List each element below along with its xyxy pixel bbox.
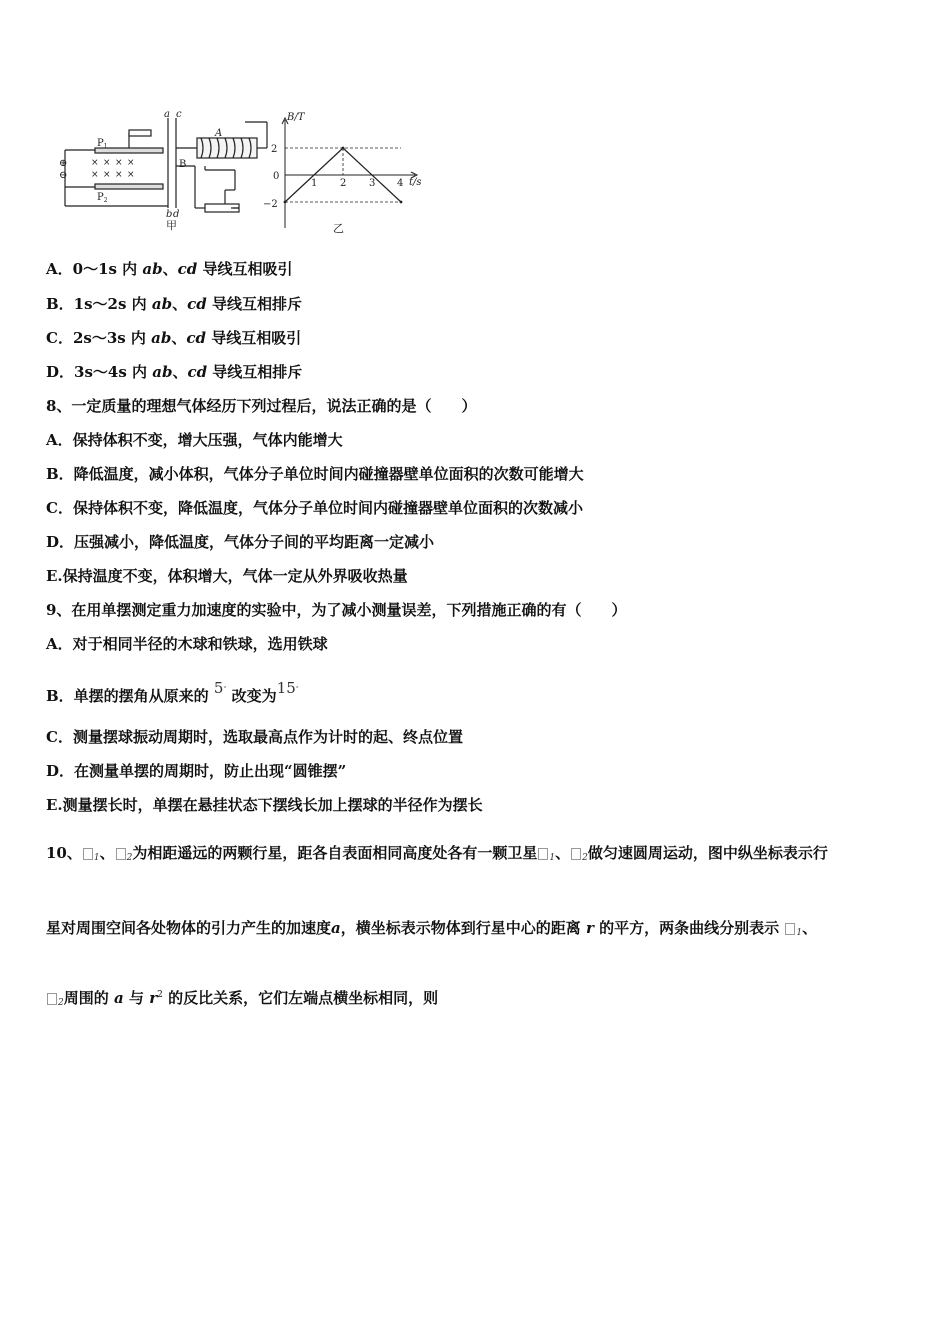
q10-line-2: 星对周围空间各处物体的引力产生的加速度a，横坐标表示物体到行星中心的距离 r 的平方，两条曲线分别表示 $_1$、 [46, 919, 818, 938]
q8-stem: 8、一定质量的理想气体经历下列过程后，说法正确的是（ ） [46, 397, 477, 415]
placeholder-glyph-icon [116, 848, 126, 860]
label-c: c [176, 109, 182, 120]
q8-option-c: C．保持体积不变，降低温度，气体分子单位时间内碰撞器壁单位面积的次数减小 [46, 499, 583, 517]
plate-p2 [95, 184, 163, 189]
label-A: A [215, 128, 223, 139]
tick-y-0: 0 [273, 171, 280, 182]
bt-graph [263, 112, 422, 235]
svg-text:×: × [115, 170, 123, 180]
q7-option-b: B．1s～2s 内 ab、cd 导线互相排斥 [46, 295, 302, 313]
figure [55, 108, 435, 242]
data-point [400, 201, 402, 203]
x-axis-label: t/s [409, 177, 422, 188]
q8-option-b: B．降低温度，减小体积，气体分子单位时间内碰撞器壁单位面积的次数可能增大 [46, 465, 584, 483]
caption-right: 乙 [333, 222, 344, 235]
q7-option-c: C．2s～3s 内 ab、cd 导线互相吸引 [46, 329, 302, 347]
placeholder-glyph-icon [83, 848, 93, 860]
magnetic-field-crosses [91, 158, 135, 180]
q9-option-b: B．单摆的摆角从原来的 5° 改变为15° [46, 679, 299, 705]
ion-symbols [59, 158, 67, 181]
placeholder-glyph-icon [571, 848, 581, 860]
q9-option-e: E.测量摆长时，单摆在悬挂状态下摆线长加上摆球的半径作为摆长 [46, 796, 483, 814]
svg-text:×: × [127, 170, 135, 180]
q7-option-a: A．0～1s 内 ab、cd 导线互相吸引 [46, 260, 293, 278]
svg-text:×: × [91, 170, 99, 180]
tick-y-2: 2 [271, 144, 278, 155]
q8-option-a: A．保持体积不变，增大压强，气体内能增大 [46, 431, 343, 449]
caption-left: 甲 [166, 219, 177, 232]
tick-x-4: 4 [397, 178, 404, 189]
data-point [342, 147, 344, 149]
angle-from: 5 [213, 679, 224, 697]
q8-option-d: D．压强减小，降低温度，气体分子间的平均距离一定减小 [46, 533, 435, 551]
q9-option-c: C．测量摆球振动周期时，选取最高点作为计时的起、终点位置 [46, 728, 463, 746]
data-point [284, 201, 286, 203]
label-b: b [166, 209, 173, 220]
label-a: a [164, 109, 170, 120]
tick-x-3: 3 [369, 178, 376, 189]
tick-y-neg2: −2 [263, 199, 278, 210]
q10-line-3: $_2$周围的 a 与 $r^2$ 的反比关系，它们左端点横坐标相同，则 [46, 985, 438, 1013]
angle-to: 15 [276, 679, 296, 697]
placeholder-glyph-icon [47, 993, 57, 1005]
tick-x-1: 1 [311, 178, 318, 189]
label-P1: $P_1$ [97, 138, 108, 150]
svg-text:×: × [127, 158, 135, 168]
placeholder-glyph-icon [785, 923, 795, 935]
svg-text:⊕: ⊕ [59, 158, 68, 169]
y-axis-label: B/T [287, 112, 305, 123]
q10-line-1: 10、 $_1$、 $_2$为相距遥远的两颗行星，距各自表面相同高度处各有一颗卫星 $_1$、 $_2$做匀速圆周运动，图中纵坐标表示行 [46, 844, 828, 863]
svg-text:⊖: ⊖ [59, 170, 68, 181]
tick-x-2: 2 [340, 178, 347, 189]
svg-text:×: × [115, 158, 123, 168]
q9-option-a: A．对于相同半径的木球和铁球，选用铁球 [46, 635, 328, 653]
svg-text:×: × [103, 158, 111, 168]
q9-option-d: D．在测量单摆的周期时，防止出现“圆锥摆” [46, 762, 347, 780]
q9-stem: 9、在用单摆测定重力加速度的实验中，为了减小测量误差，下列措施正确的有（ ） [46, 601, 627, 619]
label-B: B [179, 159, 187, 170]
svg-text:×: × [103, 170, 111, 180]
label-d: d [173, 209, 180, 220]
placeholder-glyph-icon [538, 848, 548, 860]
q7-option-d: D．3s～4s 内 ab、cd 导线互相排斥 [46, 363, 303, 381]
q8-option-e: E.保持温度不变，体积增大，气体一定从外界吸收热量 [46, 567, 408, 585]
physics-figure [55, 108, 435, 238]
label-P2: $P_2$ [97, 192, 108, 204]
svg-text:×: × [91, 158, 99, 168]
